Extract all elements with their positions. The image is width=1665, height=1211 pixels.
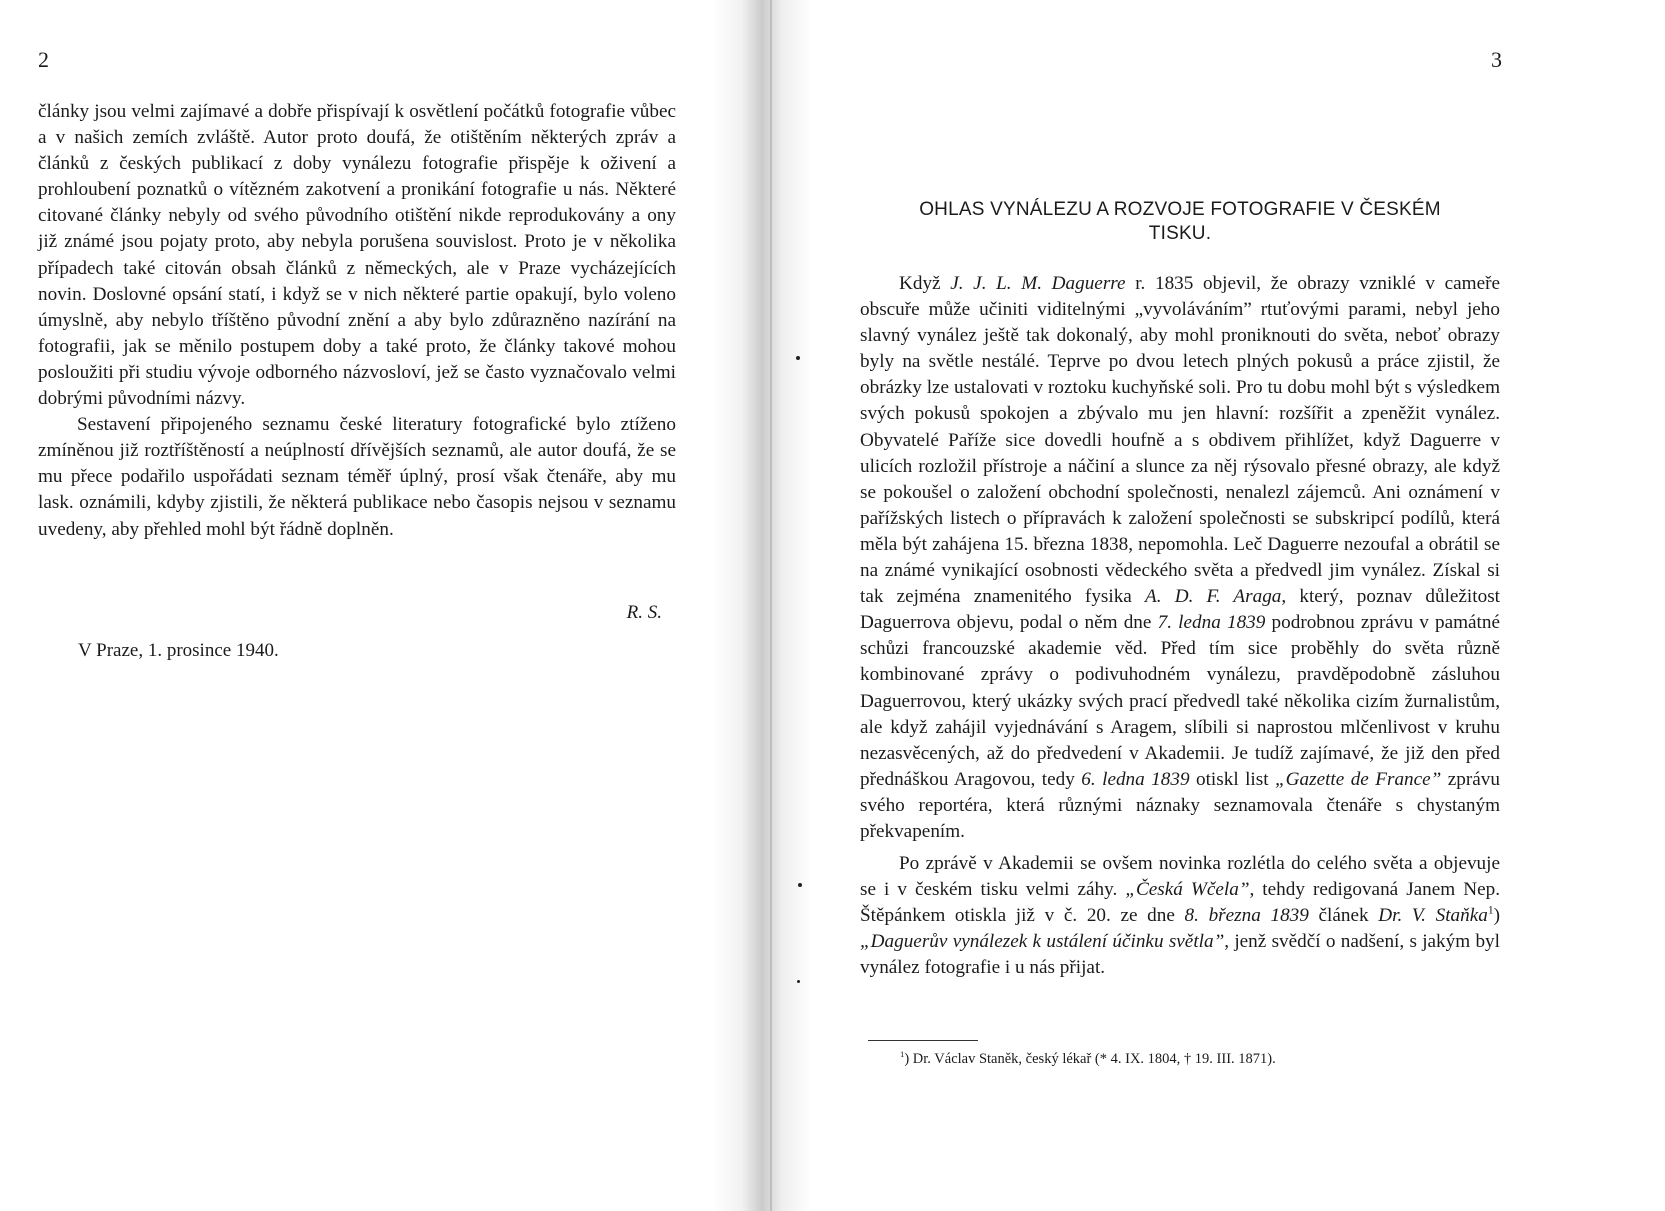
italic-title: „Gazette de France” <box>1274 768 1442 790</box>
dateline: V Praze, 1. prosince 1940. <box>78 640 279 661</box>
italic-name: Dr. V. Staňka <box>1378 905 1488 927</box>
paragraph: Sestavení připojeného seznamu české literatury fotografické bylo ztíženo zmíněnou již roztříštěností a neúplností dřívějších seznamů, ale autor doufá, že se mu přece podařilo uspořádati seznam téměř úplný, prosí však čtenáře, aby mu lask. oznámili, kdyby zjistili, že některá publikace nebo časopis nejsou v seznamu uvedeny, aby přehled mohl být řádně doplněn. <box>38 414 676 540</box>
right-page <box>860 0 1500 1211</box>
italic-name: A. D. F. Araga <box>1145 586 1282 608</box>
paragraph <box>860 851 1500 981</box>
italic-date: 8. března 1839 <box>1184 905 1309 927</box>
footnote-marker: 1 <box>900 1049 905 1060</box>
footnote-ref: 1 <box>1487 904 1494 917</box>
paragraph: články jsou velmi zajímavé a dobře přispívají k osvětlení počátků fotografie vůbec a v našich zemích zvláště. Autor proto doufá, že otištěním některých zpráv a článků z českých publikací z doby vynálezu fotografie přispěje k oživení a prohloubení poznatků o vítězném zakotvení a pronikání fotografie u nás. Některé citované články nebyly od svého původního otištění nikde reprodukovány a ony již známé jsou pojaty proto, aby nebyla porušena souvislost. Proto je v několika případech také citován obsah článků z německých, ale v Praze vycházejících novin. Doslovné opsání statí, i když se v nich některé partie opakují, bylo voleno úmyslně, aby nebylo tříštěno původní znění a aby bylo zdůrazněno nazírání na fotografii, jak se měnilo postupem doby a také proto, že články takové mohou posloužiti při studiu vývoje odborného názvosloví, jež se často vyznačovalo velmi dobrými původními názvy. <box>38 101 676 410</box>
dust-speck <box>797 980 800 983</box>
heading-line: TISKU. <box>1148 223 1212 244</box>
text-run: otiskl list <box>1189 768 1275 790</box>
body-text <box>860 271 1500 982</box>
italic-title: „Daguerův vynálezek k ustálení účinku světla” <box>860 931 1225 953</box>
text-run: , tehdy redigovaná Janem Nep. Štěpánkem otiskla již v č. 20. ze dne <box>860 879 1500 927</box>
text-run: zprávu svého reportéra, která různými náznaky seznamovala čtenáře s chystaným překvapením. <box>860 768 1500 842</box>
text-run: Po zprávě v Akademii se ovšem novinka rozlétla do celého světa a objevuje se i v českém tisku velmi záhy. <box>860 853 1500 901</box>
text-run: , který, poznav důležitost Daguerrova objevu, podal o něm dne <box>860 586 1500 634</box>
dust-speck <box>796 356 800 360</box>
text-run: ) <box>1493 905 1501 927</box>
author-initials: R. S. <box>626 602 662 623</box>
left-page <box>38 0 676 1211</box>
dust-speck <box>798 883 802 887</box>
heading-line: OHLAS VYNÁLEZU A ROZVOJE FOTOGRAFIE V ČESKÉM <box>919 199 1441 220</box>
footnote-text: ) Dr. Václav Staněk, český lékař (* 4. IX. 1804, † 19. III. 1871). <box>904 1051 1276 1067</box>
text-run: podrobnou zprávu v památné schůzi francouzské akademie věd. Před tím sice proběhly do světa různě kombinované zprávy o podivuhodném vynálezu, pravděpodobně zásluhou Daguerrovou, který ukázky svých prací předvedl také několika cizím žurnalistům, ale když zahájil vyjednávání s Aragem, slíbili si naprostou mlčenlivost v kruhu nezasvěcených, až do předvedení v Akademii. Je tudíž zajímavé, že již den před přednáškou Aragovou, tedy <box>860 612 1500 790</box>
gutter-fold <box>770 0 772 1211</box>
book-gutter-shadow <box>712 0 812 1211</box>
chapter-heading <box>860 198 1500 246</box>
text-run: r. 1835 objevil, že obrazy vzniklé v cameře obscuře může učiniti viditelnými „vyvoláváním” rtuťovými parami, nebyl jeho slavný vynález ještě tak dokonalý, aby mohl proniknouti do světa, neboť obrazy byly na světle nestálé. Teprve po dvou letech plných pokusů a práce zjistil, že obrázky lze ustalovati v roztoku kuchyňské soli. Pro tu dobu mohl být s výsledkem svých pokusů spokojen a zbývalo mu jen hlavní: rozšířit a zpeněžit vynález. Obyvatelé Paříže sice dovedli houfně a s obdivem přihlížet, když Daguerre v ulicích rozložil přístroje a náčiní a slunce za něj rýsovalo přesné obrazy, ale když se pokoušel o založení obchodní společnosti, nenalezl zájemců. Ani oznámení v pařížských listech o přípravách k založení společnosti se subskripcí podílů, která měla být zahájena 15. března 1838, nepomohla. Leč Daguerre nezoufal a obrátil se na známé vynikající osobnosti vědeckého světa a předvedl jim vynález. Získal si tak zejména znamenitého fysika <box>860 273 1500 608</box>
body-text <box>38 99 676 543</box>
page-number: 2 <box>38 47 49 72</box>
footnote-rule <box>868 1040 978 1041</box>
italic-name: J. J. L. M. Daguerre <box>950 273 1126 294</box>
footnote <box>900 1049 1276 1069</box>
text-run: , jenž svědčí o nadšení, s jakým byl vynález fotografie i u nás přijat. <box>860 931 1500 979</box>
text-run: Když <box>899 273 951 294</box>
italic-title: „Česká Wčela” <box>1125 879 1250 901</box>
page-number: 3 <box>1491 47 1502 72</box>
paragraph <box>860 271 1500 845</box>
italic-date: 7. ledna 1839 <box>1157 612 1266 634</box>
italic-date: 6. ledna 1839 <box>1081 768 1190 790</box>
text-run: článek <box>1308 905 1379 927</box>
